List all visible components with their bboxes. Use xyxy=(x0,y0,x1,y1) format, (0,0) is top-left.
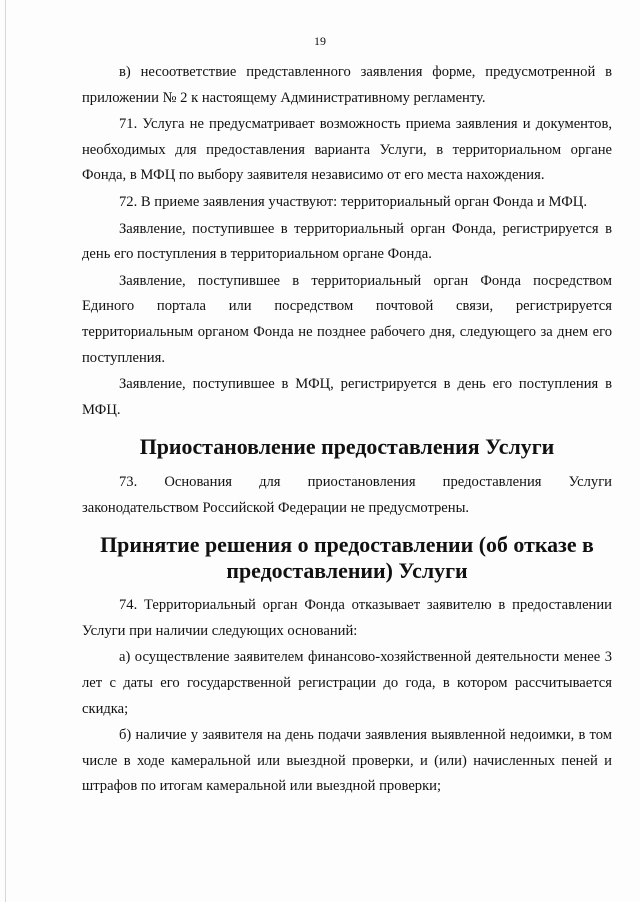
paragraph-registration-territorial: Заявление, поступившее в территориальный орган Фонда, регистрируется в день его поступления в территориальном органе Фонда. xyxy=(82,220,612,263)
paragraph-71: 71. Услуга не предусматривает возможность приема заявления и документов, необходимых для предоставления варианта Услуги, в территориальном органе Фонда, в МФЦ по выбору заявителя независимо от его места нахождения. xyxy=(82,116,612,184)
document-body xyxy=(82,60,612,801)
paragraph-74: 74. Территориальный орган Фонда отказывает заявителю в предоставлении Услуги при наличии следующих оснований: xyxy=(82,597,612,639)
paragraph-72: 72. В приеме заявления участвуют: территориальный орган Фонда и МФЦ. xyxy=(119,193,587,210)
page-number: 19 xyxy=(314,34,326,48)
paragraph-registration-portal: Заявление, поступившее в территориальный орган Фонда посредством Единого портала или посредством почтовой связи, регистрируется территориальным органом Фонда не позднее рабочего дня, следующего за днем его поступления. xyxy=(82,272,612,366)
section-heading-suspension: Приостановление предоставления Услуги xyxy=(139,434,555,460)
paragraph-item-a: а) осуществление заявителем финансово-хозяйственной деятельности менее 3 лет с даты его государственной регистрации до года, в котором рассчитывается скидка; xyxy=(82,649,612,717)
paragraph-item-v: в) несоответствие представленного заявления форме, предусмотренной в приложении № 2 к настоящему Административному регламенту. xyxy=(82,64,612,106)
paragraph-registration-mfc: Заявление, поступившее в МФЦ, регистрируется в день его поступления в МФЦ. xyxy=(82,376,612,418)
section-heading-decision: Принятие решения о предоставлении (об отказе в предоставлении) Услуги xyxy=(100,532,594,583)
scan-edge-line xyxy=(5,0,6,902)
paragraph-item-b: б) наличие у заявителя на день подачи заявления выявленной недоимки, в том числе в ходе камеральной или выездной проверки, и (или) начисленных пеней и штрафов по итогам камеральной или выездной проверки; xyxy=(82,727,612,795)
paragraph-73: 73. Основания для приостановления предоставления Услуги законодательством Российской Федерации не предусмотрены. xyxy=(82,473,612,516)
